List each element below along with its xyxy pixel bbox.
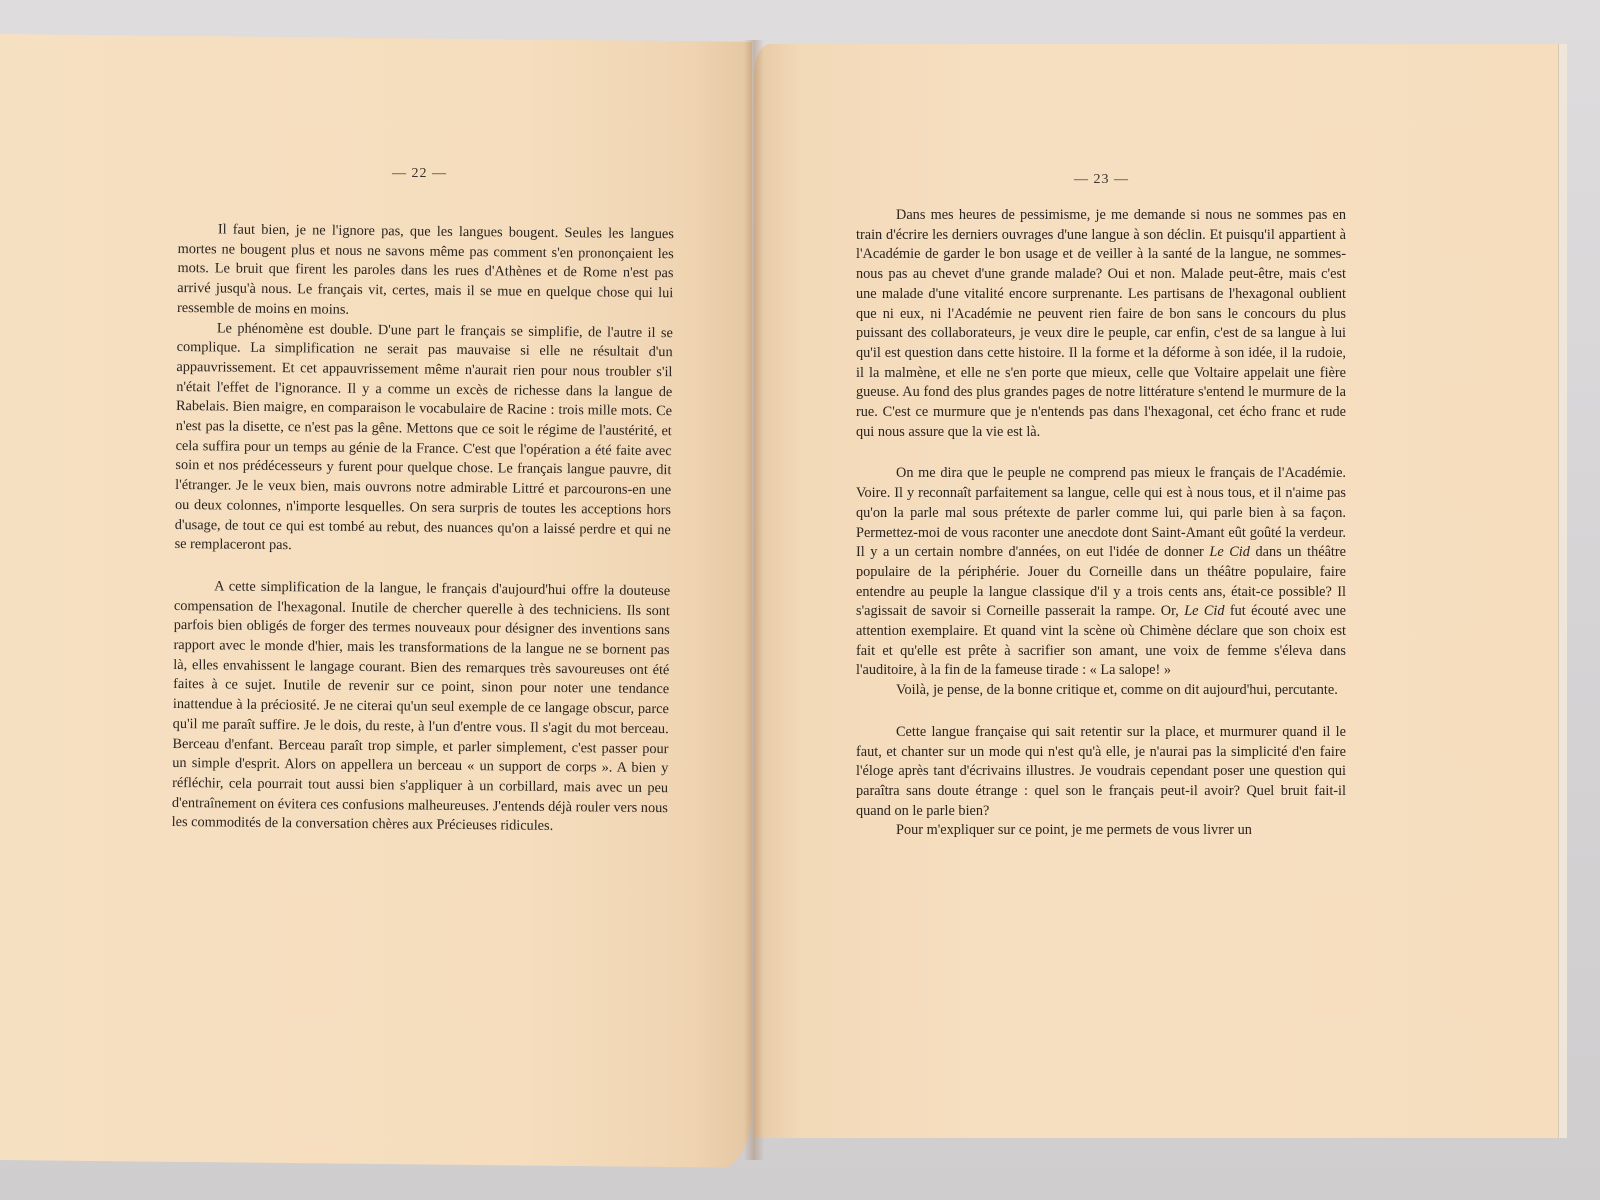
play-title: Le Cid: [1184, 603, 1225, 620]
right-page-text: [856, 206, 1346, 841]
right-paragraph: Cette langue française qui sait retentir sur la place, et murmurer quand il le faut, et chanter sur un mode qui n'est qu'à elle, je n'aurai pas la simplicité d'en faire l'éloge après tant d'écrivains illustres. Je voudrais cependant poser une question qui paraîtra sans doute étrange : quel son le français peut-il avoir? Quel bruit fait-il quand on le parle bien?: [856, 723, 1346, 819]
right-paragraph: [856, 464, 1346, 681]
right-page-number: — 23 —: [1074, 172, 1129, 187]
play-title: Le Cid: [1209, 544, 1250, 561]
left-paragraph: Il faut bien, je ne l'ignore pas, que les langues bougent. Seules les langues mortes ne bougent plus et nous ne savons même pas comment s'en prononçaient les mots. Le bruit que firent les paroles dans les rues d'Athènes et de Rome n'est pas arrivé jusqu'à nous. Le français vit, certes, mais il se mue en quelque chose qui lui ressemble de moins en moins.: [176, 221, 674, 318]
right-paragraph-segment: fut écouté avec une attention exemplaire. Et quand vint la scène où Chimène déclare que son choix est fait et qu'elle est prête à sacrifier son amant, une voix de femme s'éleva dans l'auditoire, à la fin de la fameuse tirade : « La salope! »: [856, 603, 1347, 679]
left-page-text: [172, 220, 674, 838]
book-gutter: [744, 40, 764, 1160]
right-paragraph-segment: On me dira que le peuple ne comprend pas mieux le français de l'Académie. Voire. Il y reconnaît parfaitement sa langue, celle qui est à nous tous, et il n'aime pas qu'on la parle mal sous prétexte de parler comme lui, qui parle bien à sa façon. Permettez-moi de vous raconter une anecdote dont Saint-Amant eût goûté la verdeur. Il y a un certain nombre d'années, on eut l'idée de donner: [856, 465, 1346, 561]
left-page-number: — 22 —: [392, 166, 447, 181]
right-paragraph: Dans mes heures de pessimisme, je me demande si nous ne sommes pas en train d'écrire les derniers ouvrages d'une langue à son déclin. Et puisqu'il appartient à l'Académie de garder le bon usage et de veiller à la santé de la langue, ne sommes-nous pas au chevet d'une grande malade? Oui et non. Malade peut-être, mais c'est une malade d'une vitalité encore surprenante. Les partisans de l'hexagonal oublient que ni eux, ni l'Académie ne peuvent rien faire de bon sans le concours du plus puissant des collaborateurs, je veux dire le peuple, car enfin, c'est de sa langue à lui qu'il est question dans cette histoire. Il la forme et la déforme à son idée, il la rudoie, il la malmène, et elle ne s'en porte que mieux, celle que Voltaire appelait une fière gueuse. Au fond des plus grandes pages de notre littérature s'entend le murmure de la rue. C'est ce murmure que je n'entends pas dans l'hexagonal, cet écho franc et rude qui nous assure que la vie est là.: [856, 207, 1346, 440]
right-paragraph: Voilà, je pense, de la bonne critique et, comme on dit aujourd'hui, percutante.: [896, 682, 1338, 699]
right-paragraph: Pour m'expliquer sur ce point, je me permets de vous livrer un: [896, 822, 1252, 839]
right-page-edge: [1558, 44, 1567, 1138]
left-paragraph: Le phénomène est double. D'une part le français se simplifie, de l'autre il se complique. La simplification ne serait pas mauvaise si elle ne résultait d'un appauvrissement. Et cet appauvrissement même n'aurait rien pour nous troubler s'il n'était l'effet de l'ignorance. Il y a comme un excès de richesse dans la langue de Rabelais. Bien maigre, en comparaison le vocabulaire de Racine : trois mille mots. Ce n'est pas la disette, ce n'est pas la gêne. Mettons que ce soit le régime de l'austérité, et cela suffira pour un temps au génie de la France. C'est que l'opération a été faite avec soin et nos prédécesseurs y furent pour quelque chose. Le français langue pauvre, dit l'étranger. Je le veux bien, mais ouvrons notre admirable Littré et parcourons-en une ou deux colonnes, n'importe lesquelles. On sera surpris de toutes les acceptions hors d'usage, de tout ce qui est tombé au rebut, des nuances qu'on a laissé perdre et qui ne se remplaceront pas.: [174, 319, 673, 554]
right-paragraph-segment: dans un théâtre populaire de la périphérie. Jouer du Corneille dans un théâtre populaire, faire entendre au peuple la langue classique d'il y a trois cents ans, était-ce possible? Il s'agissait de savoir si Corneille passerait la rampe. Or,: [856, 544, 1346, 620]
left-paragraph: A cette simplification de la langue, le français d'aujourd'hui offre la douteuse compensation de l'hexagonal. Inutile de chercher querelle à des techniciens. Ils sont parfois bien obligés de forger des termes nouveaux pour désigner des inventions sans rapport avec le monde d'hier, mais les transformations de la langue ne se bornent pas là, elles envahissent le langage courant. Bien des remarques très savoureuses ont été faites à ce sujet. Inutile de revenir sur ce point, sinon pour noter une tendance inattendue à la préciosité. Je ne citerai qu'un seul exemple de ce langage obscur, parce qu'il me paraît suffire. Je le dois, du reste, à l'un d'entre vous. Il s'agit du mot berceau. Berceau d'enfant. Berceau paraît trop simple, et parler simplement, c'est passer pour un simple d'esprit. Alors on appellera un berceau « un support de corps ». A bien y réfléchir, cela pourrait tout aussi bien s'appliquer à un corbillard, mais avec un peu d'entraînement on évitera ces confusions malheureuses. J'entends déjà rouler vers nous les commodités de la conversation chères aux Précieuses ridicules.: [171, 578, 671, 835]
